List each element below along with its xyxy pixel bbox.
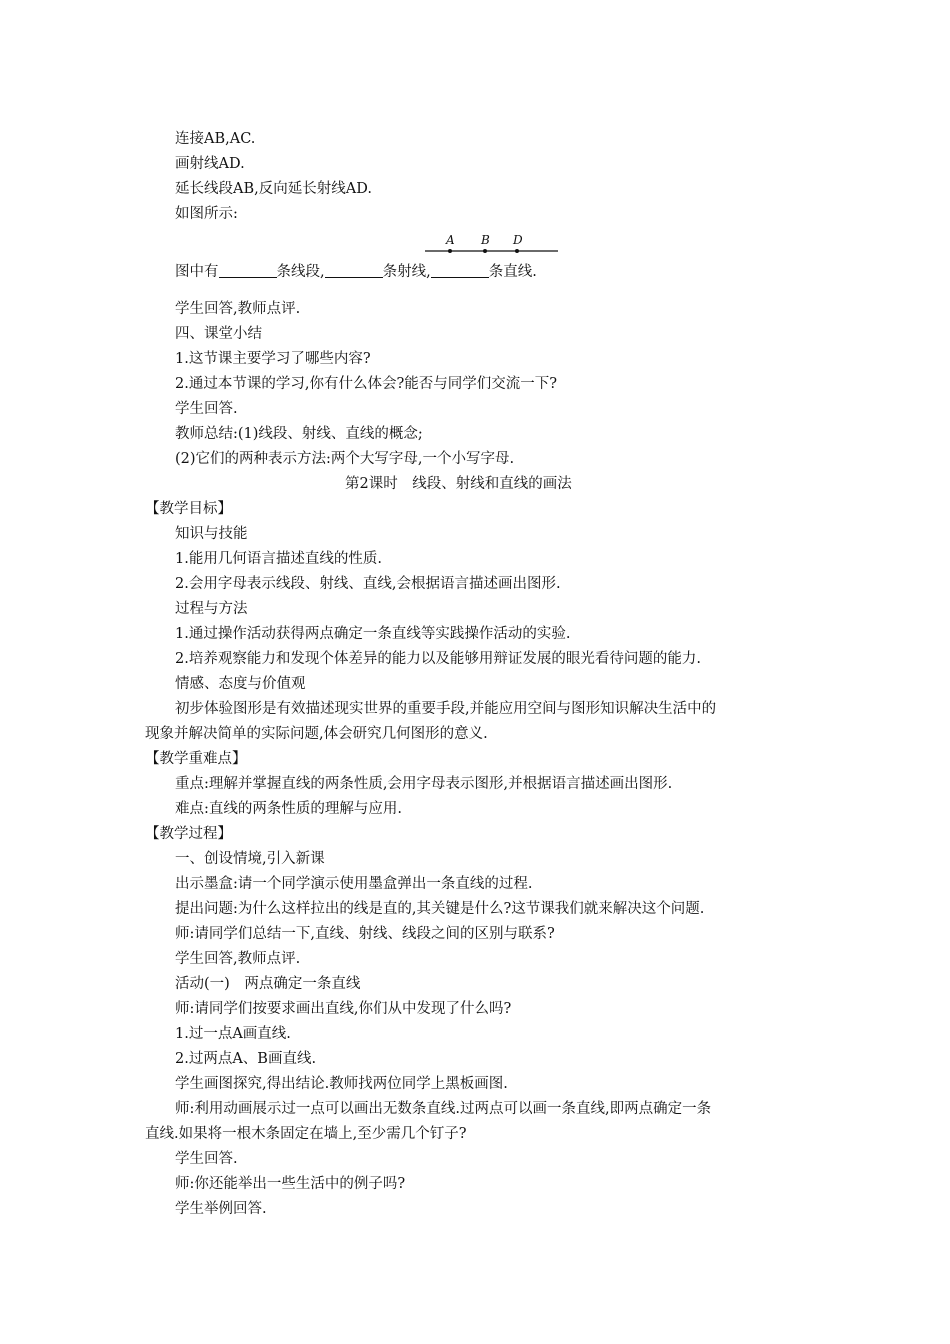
- text-line: 现象并解决简单的实际问题,体会研究几何图形的意义.: [145, 726, 488, 742]
- text-line: 连接AB,AC.: [175, 131, 256, 147]
- text-line: 2.会用字母表示线段、射线、直线,会根据语言描述画出图形.: [175, 576, 561, 592]
- line-figure: [420, 230, 565, 258]
- fill-text: 条线段,: [276, 264, 325, 280]
- text-line: 1.能用几何语言描述直线的性质.: [175, 551, 382, 567]
- text-line: 过程与方法: [175, 601, 248, 617]
- text-line: 画射线AD.: [175, 156, 245, 172]
- fill-text: 条射线,: [382, 264, 431, 280]
- text-line: 2.通过本节课的学习,你有什么体会?能否与同学们交流一下?: [175, 376, 557, 392]
- text-line: 初步体验图形是有效描述现实世界的重要手段,并能应用空间与图形知识解决生活中的: [175, 701, 717, 717]
- text-line: 师:请同学们总结一下,直线、射线、线段之间的区别与联系?: [175, 926, 555, 942]
- text-line: 2.过两点A、B画直线.: [175, 1051, 317, 1067]
- point-d: [515, 249, 519, 253]
- text-line: 如图所示:: [175, 206, 238, 222]
- text-line: 学生回答.: [175, 401, 238, 417]
- text-line: 师:利用动画展示过一点可以画出无数条直线.过两点可以画一条直线,即两点确定一条: [175, 1101, 712, 1117]
- fill-in-question: [175, 263, 537, 281]
- text-line: 出示墨盒:请一个同学演示使用墨盒弹出一条直线的过程.: [175, 876, 533, 892]
- text-line: 重点:理解并掌握直线的两条性质,会用字母表示图形,并根据语言描述画出图形.: [175, 776, 673, 792]
- text-line: 学生回答.: [175, 1151, 238, 1167]
- text-line: 师:你还能举出一些生活中的例子吗?: [175, 1176, 406, 1192]
- text-line: 一、创设情境,引入新课: [175, 851, 325, 867]
- label-d: D: [513, 233, 523, 247]
- fill-text: 条直线.: [488, 264, 537, 280]
- label-a: A: [446, 233, 455, 247]
- text-line: 延长线段AB,反向延长射线AD.: [175, 181, 372, 197]
- text-line: 师:请同学们按要求画出直线,你们从中发现了什么吗?: [175, 1001, 512, 1017]
- text-line: 直线.如果将一根木条固定在墙上,至少需几个钉子?: [145, 1126, 467, 1142]
- section-heading: 【教学过程】: [145, 826, 232, 842]
- text-line: 活动(一) 两点确定一条直线: [175, 976, 361, 992]
- point-b: [483, 249, 487, 253]
- text-line: 1.通过操作活动获得两点确定一条直线等实践操作活动的实验.: [175, 626, 571, 642]
- text-line: 提出问题:为什么这样拉出的线是直的,其关键是什么?这节课我们就来解决这个问题.: [175, 901, 705, 917]
- answer-blank: [219, 263, 277, 278]
- text-line: 难点:直线的两条性质的理解与应用.: [175, 801, 402, 817]
- section-heading: 【教学目标】: [145, 501, 232, 517]
- text-line: 1.过一点A画直线.: [175, 1026, 291, 1042]
- label-b: B: [481, 233, 490, 247]
- answer-blank: [325, 263, 383, 278]
- point-a: [448, 249, 452, 253]
- text-line: 情感、态度与价值观: [175, 676, 306, 692]
- text-line: 2.培养观察能力和发现个体差异的能力以及能够用辩证发展的眼光看待问题的能力.: [175, 651, 701, 667]
- lesson-title: 第2课时 线段、射线和直线的画法: [345, 476, 572, 492]
- text-line: 学生回答,教师点评.: [175, 951, 301, 967]
- answer-blank: [431, 263, 489, 278]
- text-line: 教师总结:(1)线段、射线、直线的概念;: [175, 426, 423, 442]
- text-line: 知识与技能: [175, 526, 248, 542]
- section-heading: 四、课堂小结: [175, 326, 262, 342]
- section-heading: 【教学重难点】: [145, 751, 247, 767]
- text-line: (2)它们的两种表示方法:两个大写字母,一个小写字母.: [175, 451, 515, 467]
- text-line: 1.这节课主要学习了哪些内容?: [175, 351, 371, 367]
- text-line: 学生举例回答.: [175, 1201, 267, 1217]
- text-line: 学生回答,教师点评.: [175, 301, 301, 317]
- fill-text: 图中有: [175, 264, 219, 280]
- text-line: 学生画图探究,得出结论.教师找两位同学上黑板画图.: [175, 1076, 508, 1092]
